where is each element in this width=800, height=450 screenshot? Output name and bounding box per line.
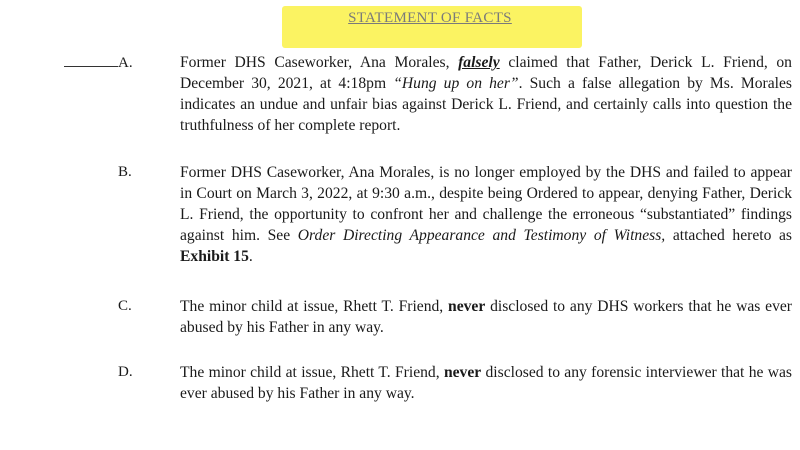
item-marker: B. <box>118 164 132 180</box>
fact-paragraph: The minor child at issue, Rhett T. Friend, never disclosed to any forensic interviewer that he was ever abused by his Father in any way. <box>180 364 792 402</box>
fact-paragraph: The minor child at issue, Rhett T. Friend, never disclosed to any DHS workers that he was ever abused by his Father in any way. <box>180 298 792 336</box>
item-marker: A. <box>64 52 133 74</box>
blank-line <box>64 52 118 67</box>
item-marker: C. <box>118 298 132 314</box>
fact-paragraph: Former DHS Caseworker, Ana Morales, is no longer employed by the DHS and failed to appear in Court on March 3, 2022, at 9:30 a.m., despite being Ordered to appear, denying Father, Derick L. Friend, the opportunity to confront her and challenge the erroneous “substantiated” findings against him. See Order Directing Appearance and Testimony of Witness, attached hereto as Exhibit 15. <box>180 164 792 265</box>
section-heading: STATEMENT OF FACTS <box>348 10 512 26</box>
item-marker: D. <box>118 364 133 380</box>
fact-paragraph: Former DHS Caseworker, Ana Morales, falsely claimed that Father, Derick L. Friend, on December 30, 2021, at 4:18pm “Hung up on her”. Such a false allegation by Ms. Morales indicates an undue and unfair bias against Derick L. Friend, and certainly calls into question the truthfulness of her complete report. <box>180 54 792 134</box>
